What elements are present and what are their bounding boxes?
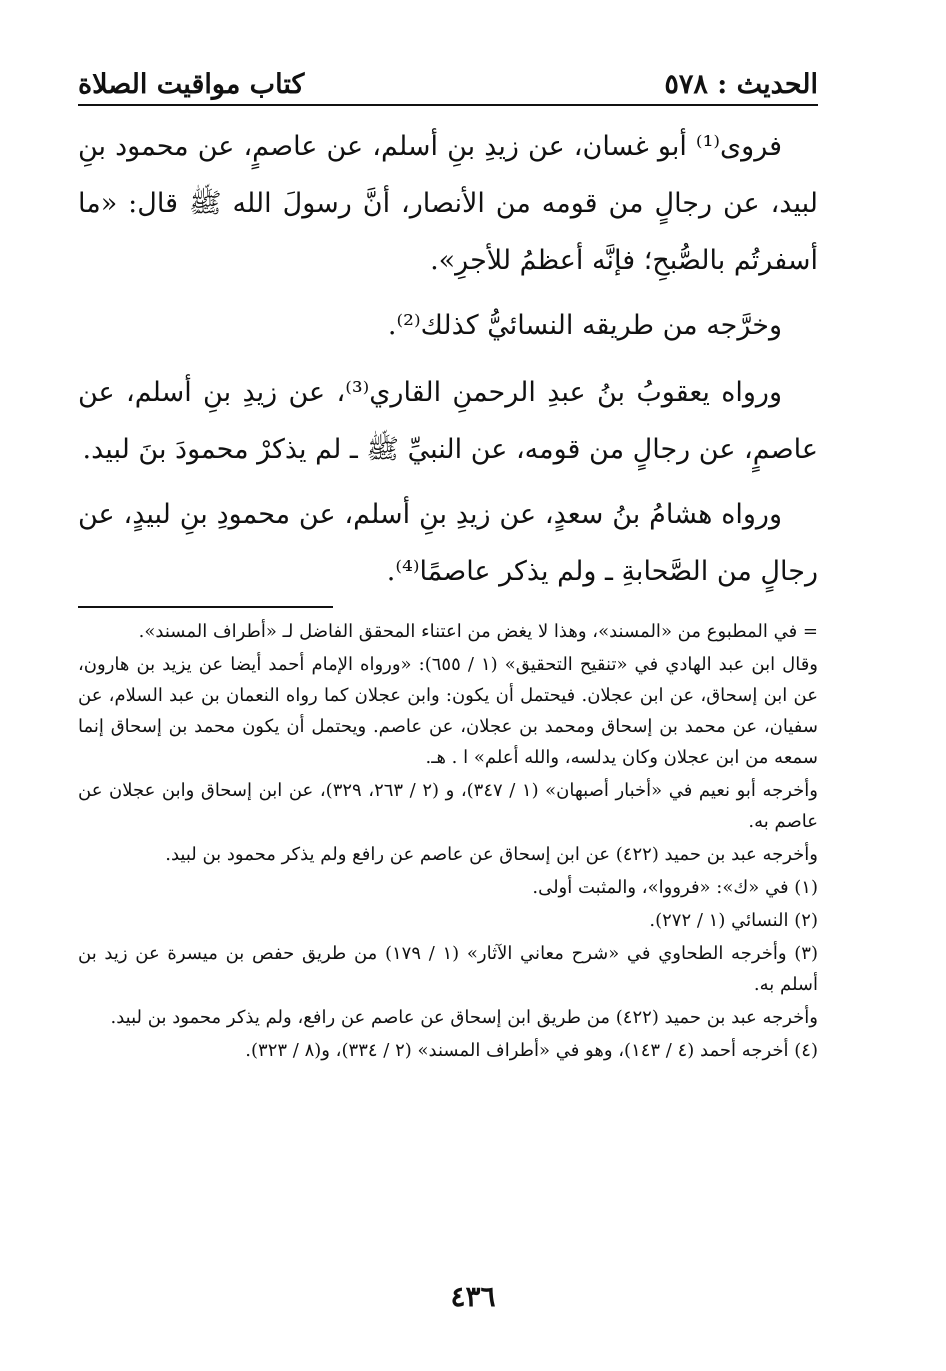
paragraph-2: وخرَّجه من طريقه النسائيُّ كذلك⁽²⁾. <box>387 310 782 341</box>
footnote-2: (٢) النسائي (١ / ٢٧٢). <box>649 910 818 931</box>
footnote-3: (٣) وأخرجه الطحاوي في «شرح معاني الآثار» (١ / ١٧٩) من طريق حفص بن ميسرة عن زيد بن أسلم به. <box>78 943 818 995</box>
footnote-4: (٤) أخرجه أحمد (٤ / ١٤٣)، وهو في «أطراف المسند» (٢ / ٣٣٤)، و(٨ / ٣٢٣). <box>245 1040 818 1061</box>
paragraph-1: فروى⁽¹⁾ أبو غسان، عن زيدِ بنِ أسلم، عن عاصمٍ، عن محمود بنِ لبيد، عن رجالٍ من قومه من الأنصار، أنَّ رسولَ الله ﷺ قال: «ما أسفرتُم بالصُّبحِ؛ فإنَّه أعظمُ للأجرِ». <box>78 131 818 276</box>
footnotes <box>78 616 818 1068</box>
footnote-text: وأخرجه أبو نعيم في «أخبار أصبهان» (١ / ٣٤٧)، و (٢ / ٢٦٣، ٣٢٩)، عن ابن إسحاق وابن عجلان عن عاصم به. <box>78 780 819 832</box>
footnote-separator <box>78 606 333 608</box>
page-number: ٤٣٦ <box>450 1280 496 1313</box>
footnote-text: وأخرجه عبد بن حميد (٤٢٢) عن ابن إسحاق عن عاصم عن رافع ولم يذكر محمود بن لبيد. <box>165 844 818 865</box>
footnote-text: وأخرجه عبد بن حميد (٤٢٢) من طريق ابن إسحاق عن عاصم عن رافع، ولم يذكر محمود بن لبيد. <box>110 1007 818 1028</box>
main-text <box>78 118 818 608</box>
running-header <box>78 66 818 106</box>
footnote-1: (١) في «ك»: «فرووا»، والمثبت أولى. <box>532 877 818 898</box>
book-title: كتاب مواقيت الصلاة <box>78 69 305 100</box>
paragraph-4: ورواه هشامُ بنُ سعدٍ، عن زيدِ بنِ أسلم، عن محمودِ بنِ لبيدٍ، عن رجالٍ من الصَّحابةِ ـ ولم يذكر عاصمًا⁽⁴⁾. <box>78 499 818 587</box>
hadith-number-label: الحديث : ٥٧٨ <box>664 69 818 100</box>
paragraph-3: ورواه يعقوبُ بنُ عبدِ الرحمنِ القاري⁽³⁾، عن زيدِ بنِ أسلم، عن عاصمٍ، عن رجالٍ من قومه، عن النبيِّ ﷺ ـ لم يذكرْ محمودَ بنَ لبيد. <box>78 377 818 465</box>
footnote-continuation: = في المطبوع من «المسند»، وهذا لا يغض من اعتناء المحقق الفاضل لـ «أطراف المسند». <box>138 621 818 642</box>
footnote-text: وقال ابن عبد الهادي في «تنقيح التحقيق» (١ / ٦٥٥): «ورواه الإمام أحمد أيضا عن يزيد بن هارون، عن ابن إسحاق، عن ابن عجلان. فيحتمل أن يكون: وابن عجلان كما رواه النعمان بن عبد السلام، عن سفيان، عن محمد بن إسحاق ومحمد بن عجلان، عن عاصم. ويحتمل أن يكون محمد بن إسحاق إنما سمعه من ابن عجلان وكان يدلسه، والله أعلم» ا . هـ. <box>78 654 819 768</box>
